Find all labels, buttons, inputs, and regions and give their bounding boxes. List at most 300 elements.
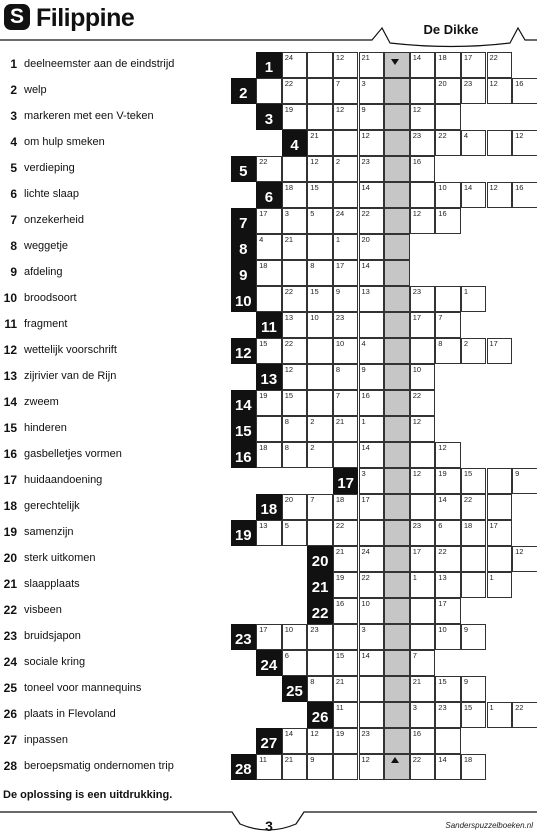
grid-cell[interactable] [307, 286, 333, 312]
cell-number: 15 [335, 650, 345, 660]
cell-number: 17 [361, 494, 370, 504]
clue-text: beroepsmatig ondernomen trip [24, 760, 174, 772]
cell-number: 16 [515, 182, 524, 192]
grid-cell[interactable] [307, 338, 333, 364]
grid-cell[interactable] [333, 546, 359, 572]
grid-cell[interactable] [256, 156, 282, 182]
clue-text: sterk uitkomen [24, 552, 96, 564]
grid-cell[interactable] [461, 78, 487, 104]
cell-number: 17 [335, 260, 345, 270]
cell-number: 23 [438, 702, 447, 712]
grid-cell[interactable] [282, 260, 308, 286]
grid-cell[interactable] [333, 416, 359, 442]
grid-cell[interactable] [435, 104, 461, 130]
grid-cell[interactable] [359, 598, 385, 624]
cell-number: 22 [284, 338, 294, 348]
grid-cell[interactable] [333, 702, 359, 728]
grid-cell[interactable] [359, 208, 385, 234]
solution-cell[interactable] [384, 208, 410, 234]
cell-number: 13 [284, 312, 294, 322]
grid-cell[interactable] [410, 624, 436, 650]
grid-cell[interactable] [333, 338, 359, 364]
grid-cell[interactable] [359, 338, 385, 364]
grid-cell[interactable] [410, 728, 436, 754]
solution-cell[interactable] [384, 390, 410, 416]
grid-cell[interactable] [410, 156, 436, 182]
cell-number: 16 [515, 78, 524, 88]
grid-cell[interactable] [307, 182, 333, 208]
grid-cell[interactable] [461, 624, 487, 650]
cell-number: 18 [438, 52, 447, 62]
clue-item [0, 210, 232, 230]
grid-cell[interactable] [282, 104, 308, 130]
clue-text: zijrivier van de Rijn [24, 370, 117, 382]
clue-text: huidaandoening [24, 474, 103, 486]
grid-cell[interactable] [487, 78, 513, 104]
grid-cell[interactable] [410, 546, 436, 572]
grid-cell[interactable] [333, 728, 359, 754]
grid-cell[interactable] [410, 442, 436, 468]
cell-number: 10 [284, 624, 294, 634]
grid-cell[interactable] [410, 416, 436, 442]
cell-number: 23 [335, 312, 345, 322]
grid-cell[interactable] [256, 416, 282, 442]
solution-cell[interactable] [384, 468, 410, 494]
solution-cell[interactable] [384, 442, 410, 468]
solution-cell[interactable] [384, 234, 410, 260]
cell-number: 9 [361, 364, 366, 374]
solution-cell[interactable] [384, 728, 410, 754]
grid-cell[interactable] [461, 286, 487, 312]
grid-cell[interactable] [333, 52, 359, 78]
cell-number: 21 [412, 676, 422, 686]
grid-cell[interactable] [333, 156, 359, 182]
grid-cell[interactable] [359, 104, 385, 130]
grid-cell[interactable] [307, 416, 333, 442]
cell-number: 6 [284, 650, 289, 660]
cell-number: 18 [284, 182, 294, 192]
grid-cell[interactable] [333, 78, 359, 104]
grid-cell[interactable] [359, 442, 385, 468]
grid-cell[interactable] [307, 130, 333, 156]
solution-cell[interactable] [384, 676, 410, 702]
grid-cell[interactable] [410, 520, 436, 546]
cell-number: 4 [361, 338, 366, 348]
grid-cell[interactable] [282, 390, 308, 416]
grid-cell[interactable] [282, 208, 308, 234]
solution-cell[interactable] [384, 416, 410, 442]
grid-cell[interactable] [282, 416, 308, 442]
cell-number: 12 [412, 416, 422, 426]
grid-cell[interactable] [359, 390, 385, 416]
grid-cell[interactable] [359, 650, 385, 676]
grid-cell[interactable] [333, 650, 359, 676]
grid-cell[interactable] [307, 676, 333, 702]
cell-number: 22 [259, 156, 268, 166]
grid-cell[interactable] [333, 572, 359, 598]
grid-cell[interactable] [282, 78, 308, 104]
grid-cell[interactable] [359, 520, 385, 546]
cell-number: 12 [412, 468, 422, 478]
grid-cell[interactable] [512, 182, 537, 208]
puzzle-title: Filippine [36, 4, 135, 32]
cell-number: 10 [438, 624, 447, 634]
cell-number: 13 [361, 286, 370, 296]
grid-cell[interactable] [333, 676, 359, 702]
clue-item [0, 574, 232, 594]
grid-cell[interactable] [435, 442, 461, 468]
clue-number: 26 [3, 707, 17, 721]
grid-cell[interactable] [333, 130, 359, 156]
grid-cell[interactable] [410, 52, 436, 78]
grid-cell[interactable] [256, 78, 282, 104]
grid-cell[interactable] [461, 546, 487, 572]
grid-cell[interactable] [307, 442, 333, 468]
grid-cell[interactable] [359, 182, 385, 208]
grid-cell[interactable] [512, 702, 537, 728]
clue-number: 19 [3, 525, 17, 539]
grid-cell[interactable] [359, 312, 385, 338]
grid-cell[interactable] [359, 624, 385, 650]
grid-cell[interactable] [333, 390, 359, 416]
grid-cell[interactable] [435, 624, 461, 650]
grid-cell[interactable] [435, 572, 461, 598]
grid-cell[interactable] [461, 702, 487, 728]
grid-cell[interactable] [359, 676, 385, 702]
grid-cell[interactable] [487, 494, 513, 520]
grid-cell[interactable] [333, 364, 359, 390]
grid-cell[interactable] [333, 520, 359, 546]
grid-cell[interactable] [435, 598, 461, 624]
solution-instruction: De oplossing is een uitdrukking. [3, 789, 173, 801]
grid-cell[interactable] [461, 520, 487, 546]
solution-cell[interactable] [384, 338, 410, 364]
grid-cell[interactable] [410, 598, 436, 624]
grid-cell[interactable] [256, 442, 282, 468]
solution-cell[interactable] [384, 260, 410, 286]
grid-cell[interactable] [256, 624, 282, 650]
clue-text: bruidsjapon [24, 630, 81, 642]
grid-cell[interactable] [435, 286, 461, 312]
solution-cell[interactable] [384, 104, 410, 130]
solution-cell[interactable] [384, 182, 410, 208]
grid-cell[interactable] [282, 182, 308, 208]
cell-number: 18 [259, 260, 268, 270]
grid-cell[interactable] [461, 182, 487, 208]
solution-cell[interactable] [384, 156, 410, 182]
grid-cell[interactable] [333, 208, 359, 234]
grid-cell[interactable] [307, 650, 333, 676]
clue-number: 24 [3, 655, 17, 669]
solution-cell[interactable] [384, 598, 410, 624]
grid-cell[interactable] [333, 494, 359, 520]
grid-cell[interactable] [487, 52, 513, 78]
cell-number: 22 [361, 208, 370, 218]
grid-cell[interactable] [487, 702, 513, 728]
clue-text: zweem [24, 396, 59, 408]
cell-number: 8 [310, 676, 315, 686]
cell-number: 14 [361, 260, 370, 270]
cell-number: 9 [361, 104, 366, 114]
grid-cell[interactable] [359, 234, 385, 260]
grid-cell[interactable] [359, 416, 385, 442]
grid-cell[interactable] [435, 702, 461, 728]
grid-cell[interactable] [307, 364, 333, 390]
cell-number: 12 [412, 104, 422, 114]
grid-cell[interactable] [512, 130, 537, 156]
grid-cell[interactable] [435, 338, 461, 364]
grid-cell[interactable] [307, 104, 333, 130]
grid-cell[interactable] [256, 520, 282, 546]
cell-number: 16 [438, 208, 447, 218]
cell-number: 12 [361, 754, 370, 764]
clue-item [0, 444, 232, 464]
grid-label-cell: 14 [231, 390, 257, 416]
grid-cell[interactable] [410, 130, 436, 156]
grid-cell[interactable] [435, 312, 461, 338]
grid-cell[interactable] [461, 754, 487, 780]
cell-number: 1 [335, 234, 341, 244]
clue-number: 28 [3, 759, 17, 773]
grid-cell[interactable] [410, 338, 436, 364]
solution-cell[interactable] [384, 130, 410, 156]
grid-cell[interactable] [461, 676, 487, 702]
grid-cell[interactable] [410, 650, 436, 676]
solution-cell[interactable] [384, 78, 410, 104]
cell-number: 21 [310, 130, 319, 140]
grid-cell[interactable] [435, 728, 461, 754]
grid-cell[interactable] [461, 338, 487, 364]
grid-cell[interactable] [256, 234, 282, 260]
grid-cell[interactable] [435, 52, 461, 78]
grid-cell[interactable] [410, 286, 436, 312]
grid-label-cell: 13 [256, 364, 282, 390]
cell-number: 23 [361, 728, 370, 738]
grid-cell[interactable] [359, 260, 385, 286]
grid-cell[interactable] [359, 78, 385, 104]
grid-cell[interactable] [359, 286, 385, 312]
grid-cell[interactable] [282, 624, 308, 650]
grid-cell[interactable] [333, 598, 359, 624]
cell-number: 3 [361, 78, 366, 88]
grid-cell[interactable] [307, 156, 333, 182]
grid-cell[interactable] [307, 52, 333, 78]
grid-cell[interactable] [307, 78, 333, 104]
cell-number: 21 [284, 234, 294, 244]
grid-cell[interactable] [435, 754, 461, 780]
grid-cell[interactable] [256, 390, 282, 416]
grid-cell[interactable] [410, 364, 436, 390]
grid-cell[interactable] [435, 676, 461, 702]
grid-cell[interactable] [333, 286, 359, 312]
grid-cell[interactable] [256, 754, 282, 780]
grid-cell[interactable] [435, 182, 461, 208]
grid-cell[interactable] [359, 130, 385, 156]
grid-cell[interactable] [256, 286, 282, 312]
grid-cell[interactable] [333, 754, 359, 780]
clue-number: 9 [10, 265, 17, 279]
grid-cell[interactable] [359, 702, 385, 728]
grid-cell[interactable] [461, 494, 487, 520]
grid-cell[interactable] [435, 208, 461, 234]
clue-text: markeren met een V-teken [24, 110, 154, 122]
grid-cell[interactable] [333, 234, 359, 260]
grid-cell[interactable] [282, 728, 308, 754]
grid-cell[interactable] [435, 494, 461, 520]
grid-cell[interactable] [333, 104, 359, 130]
cell-number: 12 [515, 546, 524, 556]
clue-number: 25 [3, 681, 17, 695]
grid-cell[interactable] [410, 702, 436, 728]
clue-item [0, 80, 232, 100]
clue-item [0, 158, 232, 178]
cell-number: 9 [515, 468, 520, 478]
solution-cell[interactable] [384, 520, 410, 546]
grid-cell[interactable] [487, 520, 513, 546]
grid-cell[interactable] [487, 130, 513, 156]
clue-text: afdeling [24, 266, 63, 278]
grid-cell[interactable] [487, 546, 513, 572]
grid-cell[interactable] [487, 572, 513, 598]
grid-cell[interactable] [435, 520, 461, 546]
grid-cell[interactable] [282, 442, 308, 468]
solution-cell[interactable] [384, 286, 410, 312]
grid-cell[interactable] [307, 494, 333, 520]
cell-number: 9 [463, 624, 469, 634]
grid-cell[interactable] [307, 728, 333, 754]
grid-cell[interactable] [307, 520, 333, 546]
clue-text: om hulp smeken [24, 136, 105, 148]
grid-cell[interactable] [410, 494, 436, 520]
grid-cell[interactable] [333, 182, 359, 208]
grid-cell[interactable] [359, 754, 385, 780]
grid-cell[interactable] [359, 572, 385, 598]
grid-cell[interactable] [359, 728, 385, 754]
cell-number: 15 [310, 182, 319, 192]
grid-cell[interactable] [359, 52, 385, 78]
grid-cell[interactable] [333, 260, 359, 286]
grid-cell[interactable] [435, 130, 461, 156]
solution-cell[interactable] [384, 702, 410, 728]
grid-cell[interactable] [487, 468, 513, 494]
solution-cell[interactable] [384, 364, 410, 390]
grid-cell[interactable] [282, 156, 308, 182]
grid-cell[interactable] [461, 130, 487, 156]
grid-cell[interactable] [333, 312, 359, 338]
grid-cell[interactable] [410, 182, 436, 208]
grid-cell[interactable] [410, 78, 436, 104]
grid-cell[interactable] [461, 52, 487, 78]
solution-cell[interactable] [384, 494, 410, 520]
grid-cell[interactable] [359, 494, 385, 520]
solution-cell[interactable] [384, 624, 410, 650]
cell-number: 3 [361, 468, 366, 478]
grid-cell[interactable] [282, 364, 308, 390]
grid-cell[interactable] [410, 312, 436, 338]
grid-cell[interactable] [307, 208, 333, 234]
clue-text: onzekerheid [24, 214, 84, 226]
grid-cell[interactable] [282, 520, 308, 546]
cell-number: 11 [335, 702, 344, 712]
grid-cell[interactable] [256, 338, 282, 364]
clue-text: broodsoort [24, 292, 77, 304]
cell-number: 17 [463, 52, 473, 62]
grid-cell[interactable] [282, 650, 308, 676]
grid-cell[interactable] [256, 260, 282, 286]
grid-cell[interactable] [487, 338, 513, 364]
solution-cell[interactable] [384, 572, 410, 598]
grid-cell[interactable] [512, 546, 537, 572]
grid-cell[interactable] [359, 546, 385, 572]
clue-item [0, 314, 232, 334]
cell-number: 19 [284, 104, 294, 114]
solution-cell[interactable] [384, 546, 410, 572]
grid-cell[interactable] [282, 754, 308, 780]
cell-number: 22 [463, 494, 473, 504]
grid-label-cell: 10 [231, 286, 257, 312]
grid-cell[interactable] [282, 312, 308, 338]
grid-cell[interactable] [256, 208, 282, 234]
grid-cell[interactable] [461, 572, 487, 598]
grid-cell[interactable] [307, 234, 333, 260]
grid-cell[interactable] [282, 52, 308, 78]
grid-cell[interactable] [359, 468, 385, 494]
grid-cell[interactable] [435, 468, 461, 494]
grid-cell[interactable] [282, 234, 308, 260]
grid-cell[interactable] [359, 364, 385, 390]
grid-cell[interactable] [410, 468, 436, 494]
grid-cell[interactable] [410, 208, 436, 234]
grid-cell[interactable] [333, 624, 359, 650]
grid-label-cell: 3 [256, 104, 282, 130]
grid-cell[interactable] [307, 754, 333, 780]
grid-cell[interactable] [333, 442, 359, 468]
grid-cell[interactable] [512, 78, 537, 104]
cell-number: 13 [259, 520, 268, 530]
grid-cell[interactable] [307, 260, 333, 286]
solution-cell[interactable] [384, 650, 410, 676]
grid-cell[interactable] [410, 104, 436, 130]
cell-number: 2 [310, 442, 315, 452]
grid-cell[interactable] [282, 286, 308, 312]
grid-label-cell: 18 [256, 494, 282, 520]
grid-cell[interactable] [410, 390, 436, 416]
grid-cell[interactable] [410, 754, 436, 780]
grid-cell[interactable] [307, 390, 333, 416]
clue-number: 14 [3, 395, 17, 409]
grid-cell[interactable] [307, 624, 333, 650]
grid-cell[interactable] [435, 546, 461, 572]
clue-number: 18 [3, 499, 17, 513]
grid-cell[interactable] [461, 468, 487, 494]
cell-number: 21 [361, 52, 370, 62]
solution-cell[interactable] [384, 312, 410, 338]
grid-cell[interactable] [359, 156, 385, 182]
cell-number: 24 [335, 208, 345, 218]
clue-text: fragment [24, 318, 68, 330]
clue-item [0, 236, 232, 256]
grid-cell[interactable] [282, 494, 308, 520]
grid-cell[interactable] [487, 182, 513, 208]
cell-number: 5 [310, 208, 315, 218]
grid-cell[interactable] [307, 312, 333, 338]
grid-cell[interactable] [435, 78, 461, 104]
grid-cell[interactable] [410, 572, 436, 598]
grid-cell[interactable] [512, 468, 537, 494]
grid-cell[interactable] [410, 676, 436, 702]
cell-number: 10 [361, 598, 370, 608]
grid-cell[interactable] [282, 338, 308, 364]
